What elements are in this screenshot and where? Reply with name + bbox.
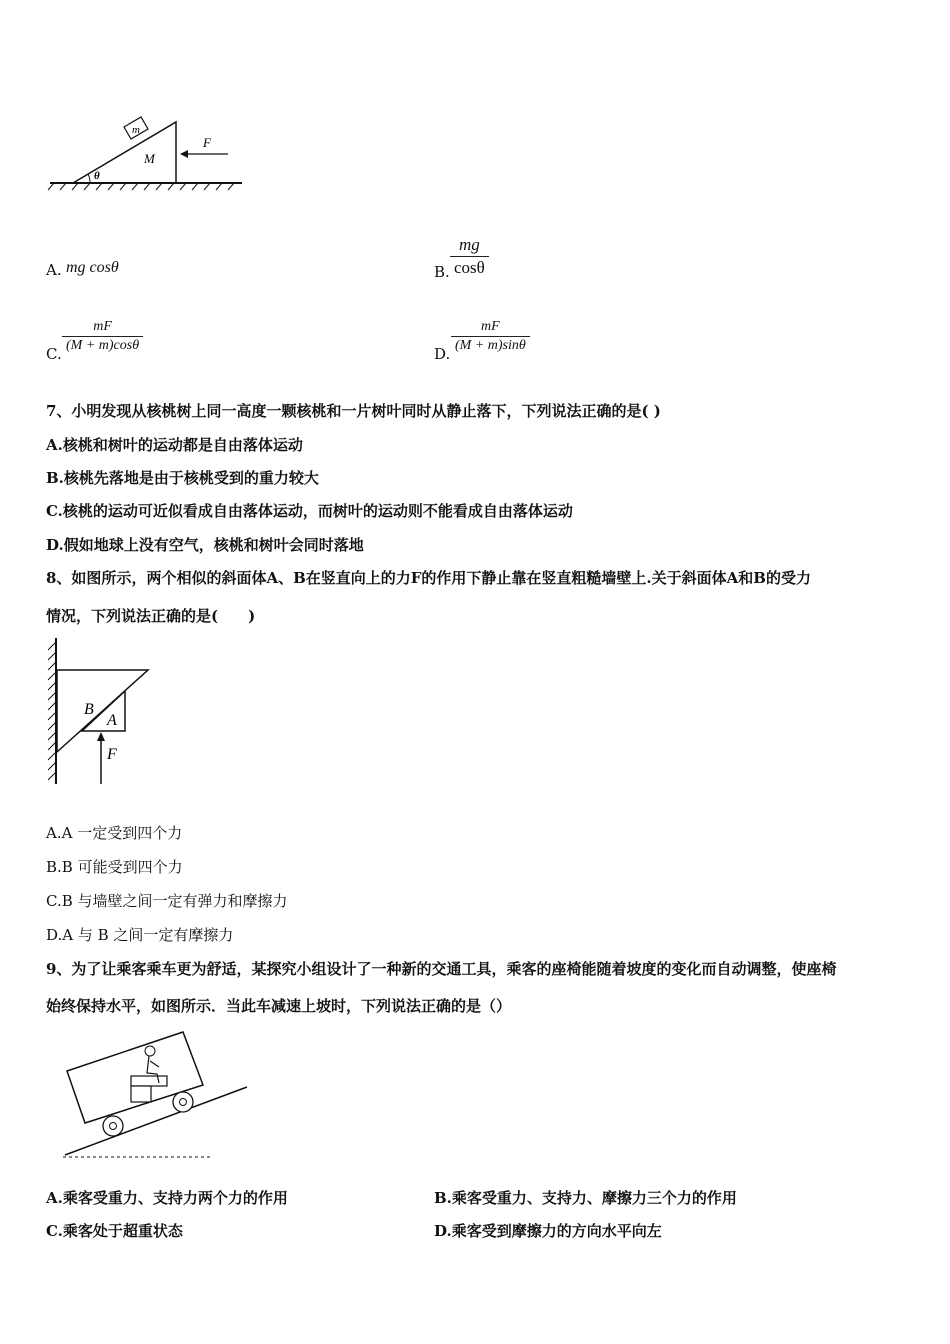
q9-option-B: B.乘客受重力、支持力、摩擦力三个力的作用 (434, 1189, 737, 1207)
q6-option-C-denominator: (M + m)cosθ (62, 336, 143, 355)
q6-option-C-numerator: mF (93, 319, 112, 334)
q9-stem-line2: 始终保持水平，如图所示．当此车减速上坡时，下列说法正确的是（） (46, 997, 512, 1015)
q6-option-D-label: D. (434, 345, 451, 363)
q8-stem-line1: 8、如图所示，两个相似的斜面体A、B在竖直向上的力F的作用下静止靠在竖直粗糙墙壁上.关于斜面体A和B的受力 (46, 569, 811, 587)
q6-option-B-denominator: cosθ (450, 256, 489, 279)
q7-option-B: B.核桃先落地是由于核桃受到的重力较大 (46, 469, 319, 487)
figure-vehicle-on-slope (55, 1025, 255, 1165)
fig1-label-theta: θ (94, 170, 100, 182)
q9-option-C: C.乘客处于超重状态 (46, 1222, 183, 1240)
fig2-label-B: B (84, 701, 94, 718)
q6-option-B-label: B. (434, 263, 450, 281)
q8-option-B: B.B 可能受到四个力 (46, 858, 183, 876)
q6-option-C-label: C. (46, 345, 62, 363)
q7-option-C: C.核桃的运动可近似看成自由落体运动，而树叶的运动则不能看成自由落体运动 (46, 502, 573, 520)
q8-option-C: C.B 与墙壁之间一定有弹力和摩擦力 (46, 892, 288, 910)
q6-option-B-fraction (450, 234, 489, 279)
q9-stem-line1: 9、为了让乘客乘车更为舒适，某探究小组设计了一种新的交通工具，乘客的座椅能随着坡度的变化而自动调整，使座椅 (46, 960, 837, 978)
q6-option-D-denominator: (M + m)sinθ (451, 336, 530, 355)
q8-option-D: D.A 与 B 之间一定有摩擦力 (46, 926, 234, 944)
q9-option-A: A.乘客受重力、支持力两个力的作用 (46, 1189, 288, 1207)
q7-option-D: D.假如地球上没有空气，核桃和树叶会同时落地 (46, 536, 364, 554)
fig1-label-m: m (132, 124, 140, 136)
fig2-label-F: F (107, 746, 117, 763)
fig1-label-M: M (144, 151, 155, 166)
fig2-label-A: A (107, 712, 117, 729)
q6-option-C-fraction (62, 318, 143, 355)
figure-wall-wedges (40, 636, 170, 796)
q6-option-A-expr: mg cosθ (66, 259, 119, 276)
q6-option-D-numerator: mF (481, 319, 500, 334)
q8-stem-line2: 情况，下列说法正确的是( ) (46, 607, 256, 625)
q7-option-A: A.核桃和树叶的运动都是自由落体运动 (46, 436, 303, 454)
fig1-label-F: F (203, 135, 211, 150)
figure-wedge-block (40, 110, 260, 200)
q6-option-B-numerator: mg (459, 235, 480, 254)
q8-option-A: A.A 一定受到四个力 (46, 824, 183, 842)
q7-stem: 7、小明发现从核桃树上同一高度一颗核桃和一片树叶同时从静止落下，下列说法正确的是( ) (46, 402, 661, 420)
q9-option-D: D.乘客受到摩擦力的方向水平向左 (434, 1222, 662, 1240)
q6-option-A-label: A. (46, 261, 62, 279)
q6-option-D-fraction (451, 318, 530, 355)
